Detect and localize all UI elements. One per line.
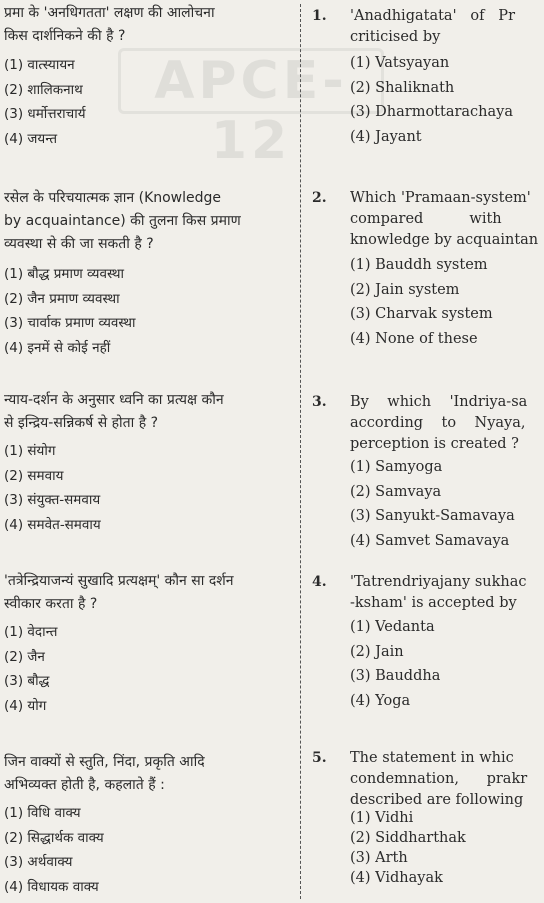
english-question-3	[310, 392, 544, 562]
option: (4) Samvet Samavaya	[350, 532, 510, 549]
option: (3) Sanyukt-Samavaya	[350, 508, 515, 524]
option: (4) योग	[4, 697, 47, 714]
question-text: 'Tatrendriyajany sukhac -ksham' is accepted by	[350, 574, 527, 611]
options-list	[4, 801, 276, 899]
option: (2) Jain system	[350, 281, 460, 298]
column-divider	[300, 4, 301, 899]
option: (4) जयन्त	[4, 130, 58, 147]
english-question-1	[310, 6, 544, 176]
option: (3) Charvak system	[350, 306, 493, 322]
option: (3) धर्मोत्तराचार्य	[4, 106, 86, 122]
options-list	[4, 262, 276, 360]
option: (2) शालिकनाथ	[4, 81, 83, 98]
option: (1) विधि वाक्य	[4, 805, 81, 821]
option: (1) Vidhi	[350, 810, 414, 826]
english-question-4	[310, 572, 544, 722]
option: (2) Siddharthak	[350, 830, 466, 846]
hindi-question-5	[4, 751, 276, 899]
question-number: 2.	[312, 190, 327, 206]
options-list	[350, 808, 466, 888]
question-text: By which 'Indriya-sa according to Nyaya, perception is created ?	[350, 394, 528, 452]
option: (2) जैन प्रमाण व्यवस्था	[4, 290, 120, 307]
option: (4) None of these	[350, 330, 478, 347]
hindi-question-2	[4, 187, 276, 360]
question-text: रसेल के परिचयात्मक ज्ञान (Knowledge by acquaintance) की तुलना किस प्रमाण व्यवस्था से की जा सकती है ?	[4, 190, 241, 252]
question-text: The statement in whic condemnation, prakr described are following	[350, 750, 528, 808]
option: (1) Bauddh system	[350, 257, 488, 273]
option: (1) Samyoga	[350, 459, 443, 475]
option: (4) Vidhayak	[350, 870, 443, 886]
option: (1) Vedanta	[350, 619, 435, 635]
hindi-question-1	[4, 2, 276, 151]
option: (4) इनमें से कोई नहीं	[4, 339, 111, 356]
question-text: प्रमा के 'अनधिगतता' लक्षण की आलोचना किस दार्शनिकने की है ?	[4, 5, 215, 44]
option: (3) Dharmottarachaya	[350, 104, 513, 120]
question-text: 'Anadhigatata' of Pr criticised by	[350, 8, 515, 45]
option: (4) Jayant	[350, 128, 422, 145]
options-list	[350, 455, 515, 553]
option: (4) समवेत-समवाय	[4, 516, 101, 533]
option: (1) वात्स्यायन	[4, 57, 75, 73]
option: (3) अर्थवाक्य	[4, 854, 73, 870]
options-list	[4, 53, 276, 151]
question-number: 5.	[312, 750, 327, 766]
english-question-5	[310, 748, 544, 898]
option: (2) Jain	[350, 643, 404, 660]
hindi-question-4	[4, 570, 276, 718]
option: (1) वेदान्त	[4, 624, 58, 640]
option: (2) Shaliknath	[350, 79, 455, 96]
options-list	[350, 51, 513, 149]
option: (1) संयोग	[4, 443, 56, 459]
option: (1) बौद्ध प्रमाण व्यवस्था	[4, 266, 125, 282]
english-question-2	[310, 188, 544, 358]
options-list	[350, 615, 440, 713]
question-text: Which 'Pramaan-system' compared with knowledge by acquaintan	[350, 190, 539, 248]
option: (2) जैन	[4, 648, 45, 665]
question-text: 'तत्रेन्द्रियाजन्यं सुखादि प्रत्यक्षम्' कौन सा दर्शन स्वीकार करता है ?	[4, 573, 234, 612]
option: (3) Bauddha	[350, 668, 441, 684]
option: (2) सिद्धार्थक वाक्य	[4, 829, 104, 846]
options-list	[4, 620, 276, 718]
option: (1) Vatsyayan	[350, 55, 450, 71]
option: (2) समवाय	[4, 467, 64, 484]
option: (3) संयुक्त-समवाय	[4, 492, 101, 508]
option: (3) चार्वाक प्रमाण व्यवस्था	[4, 315, 136, 331]
question-text: न्याय-दर्शन के अनुसार ध्वनि का प्रत्यक्ष कौन से इन्द्रिय-सन्निकर्ष से होता है ?	[4, 392, 224, 431]
option: (2) Samvaya	[350, 483, 442, 500]
question-number: 1.	[312, 8, 327, 24]
question-text: जिन वाक्यों से स्तुति, निंदा, प्रकृति आदि अभिव्यक्त होती है, कहलाते हैं :	[4, 754, 205, 793]
hindi-question-3	[4, 389, 276, 537]
question-number: 4.	[312, 574, 327, 590]
question-number: 3.	[312, 394, 327, 410]
watermark-stamp: APCE-12	[118, 48, 384, 114]
option: (4) विधायक वाक्य	[4, 878, 99, 895]
option: (4) Yoga	[350, 692, 411, 709]
option: (3) बौद्ध	[4, 673, 50, 689]
option: (3) Arth	[350, 850, 408, 866]
options-list	[350, 253, 493, 351]
options-list	[4, 439, 276, 537]
